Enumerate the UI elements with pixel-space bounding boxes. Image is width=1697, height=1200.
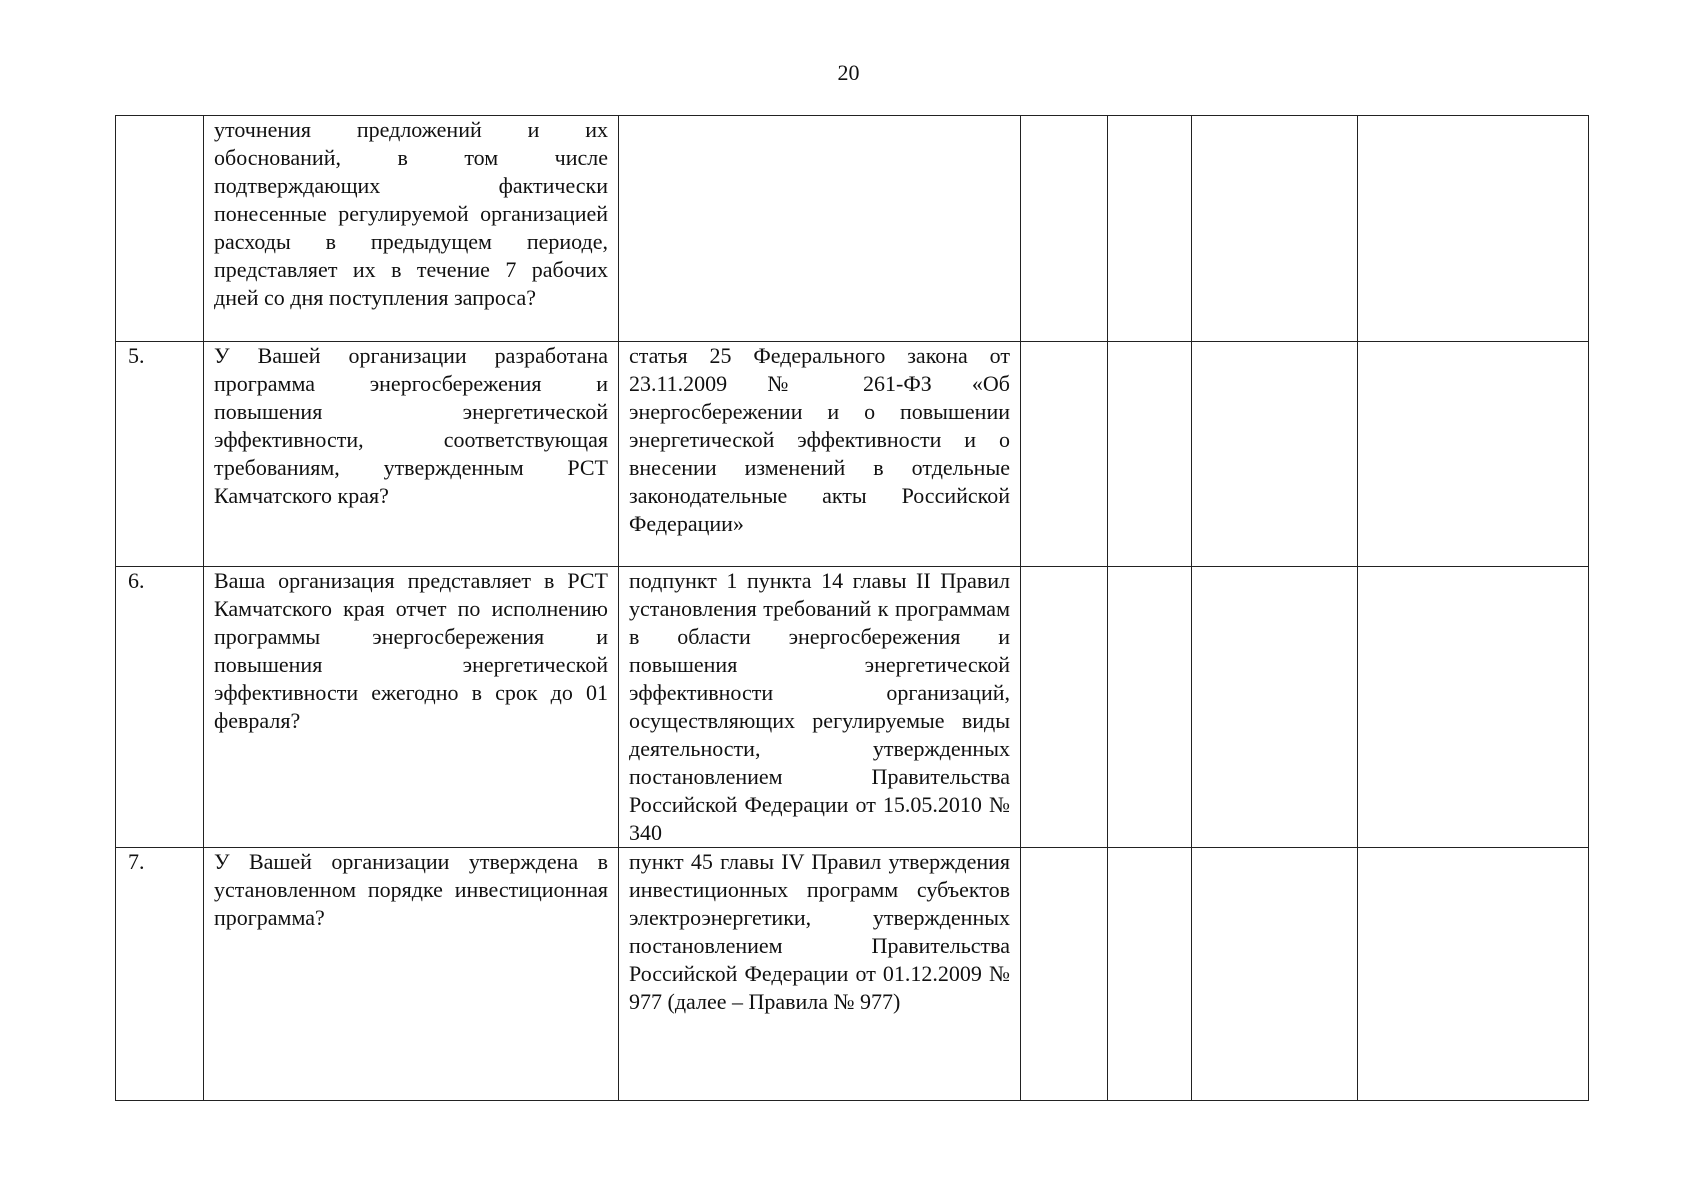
question-text: У Вашей организации разработана программа энергосбережения и повышения энергетической эффективности, соответствующая требованиям, утвержденным РСТ Камчатского края? (204, 342, 619, 567)
answer-na-cell (1192, 116, 1358, 342)
table-row (116, 567, 1589, 848)
answer-no-cell (1108, 567, 1192, 848)
legal-basis-text: статья 25 Федерального закона от 23.11.2009 № 261-ФЗ «Об энергосбережении и о повышении энергетической эффективности и о внесении изменений в отдельные законодательные акты Российской Федерации» (619, 342, 1021, 567)
question-text: У Вашей организации утверждена в установленном порядке инвестиционная программа? (204, 848, 619, 1101)
question-text: Ваша организация представляет в РСТ Камчатского края отчет по исполнению программы энергосбережения и повышения энергетической эффективности ежегодно в срок до 01 февраля? (204, 567, 619, 848)
answer-no-cell (1108, 342, 1192, 567)
legal-basis-text (619, 116, 1021, 342)
comment-cell (1358, 116, 1589, 342)
answer-na-cell (1192, 848, 1358, 1101)
comment-cell (1358, 848, 1589, 1101)
row-number: 7. (116, 848, 204, 1101)
answer-yes-cell (1021, 848, 1108, 1101)
comment-cell (1358, 342, 1589, 567)
page-number: 20 (837, 60, 860, 85)
answer-no-cell (1108, 848, 1192, 1101)
question-text: уточнения предложений и их обоснований, в том числе подтверждающих фактически понесенные регулируемой организацией расходы в предыдущем периоде, представляет их в течение 7 рабочих дней со дня поступления запроса? (204, 116, 619, 342)
answer-na-cell (1192, 567, 1358, 848)
answer-no-cell (1108, 116, 1192, 342)
row-number: 5. (116, 342, 204, 567)
answer-yes-cell (1021, 342, 1108, 567)
legal-basis-text: подпункт 1 пункта 14 главы II Правил установления требований к программам в области энергосбережения и повышения энергетической эффективности организаций, осуществляющих регулируемые виды деятельности, утвержденных постановлением Правительства Российской Федерации от 15.05.2010 № 340 (619, 567, 1021, 848)
answer-yes-cell (1021, 567, 1108, 848)
row-number: 6. (116, 567, 204, 848)
comment-cell (1358, 567, 1589, 848)
answer-na-cell (1192, 342, 1358, 567)
table-row (116, 848, 1589, 1101)
legal-basis-text: пункт 45 главы IV Правил утверждения инвестиционных программ субъектов электроэнергетики, утвержденных постановлением Правительства Российской Федерации от 01.12.2009 № 977 (далее – Правила № 977) (619, 848, 1021, 1101)
table-row (116, 116, 1589, 342)
answer-yes-cell (1021, 116, 1108, 342)
checklist-table (115, 115, 1589, 1101)
table-row (116, 342, 1589, 567)
row-number (116, 116, 204, 342)
